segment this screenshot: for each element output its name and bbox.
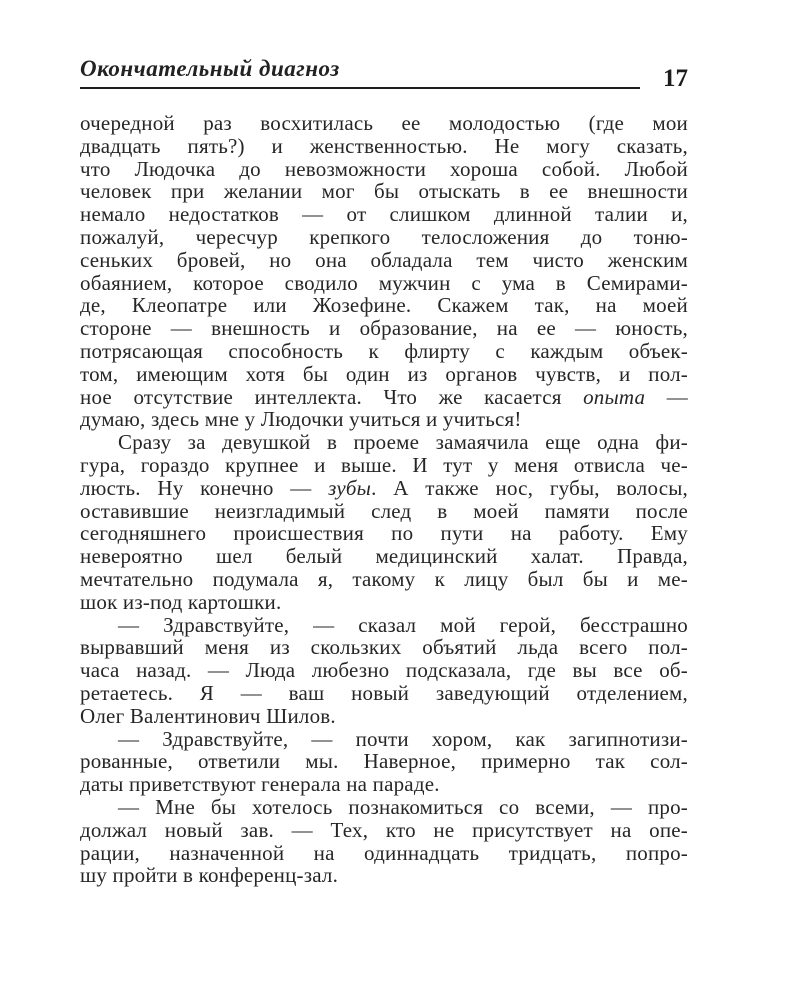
text-line: даты приветствуют генерала на параде. xyxy=(80,772,440,797)
text-line: ное отсутствие интеллекта. Что же касается опыта — xyxy=(80,384,688,409)
running-title-underline xyxy=(80,56,640,89)
text-line: должал новый зав. — Тех, кто не присутствует на опе- xyxy=(80,817,688,842)
text-line: том, имеющим хотя бы один из органов чувств, и пол- xyxy=(80,361,688,386)
text-line: Олег Валентинович Шилов. xyxy=(80,703,336,728)
text-line: вырвавший меня из скользких объятий льда всего пол- xyxy=(80,635,688,660)
text-line: часа назад. — Люда любезно подсказала, где вы все об- xyxy=(80,658,688,683)
text-line: немало недостатков — от слишком длинной талии и, xyxy=(80,202,688,227)
text-line: стороне — внешность и образование, на ее — юность, xyxy=(80,316,688,341)
text-line: ретаетесь. Я — ваш новый заведующий отделением, xyxy=(80,680,688,705)
paragraph xyxy=(80,796,688,887)
text-line: очередной раз восхитилась ее молодостью (где мои xyxy=(80,111,688,135)
text-line: рованные, ответили мы. Наверное, примерно так сол- xyxy=(80,749,688,774)
text-line: — Здравствуйте, — сказал мой герой, бесстрашно xyxy=(118,612,688,637)
text-line: потрясающая способность к флирту с каждым объек- xyxy=(80,338,688,363)
text-line: двадцать пять?) и женственностью. Не могу сказать, xyxy=(80,133,688,158)
text-line: сеньких бровей, но она обладала тем чисто женским xyxy=(80,247,688,272)
text-line: обаянием, которое сводило мужчин с ума в Семирами- xyxy=(80,270,688,295)
text-line: — Мне бы хотелось познакомиться со всеми, — про- xyxy=(118,794,688,819)
text-line: де, Клеопатре или Жозефине. Скажем так, на моей xyxy=(80,293,688,318)
paragraph xyxy=(80,614,688,728)
running-title: Окончательный диагноз xyxy=(80,56,340,81)
text-line: шок из-под картошки. xyxy=(80,589,282,614)
paragraph xyxy=(80,431,688,613)
text-line: гура, гораздо крупнее и выше. И тут у меня отвисла че- xyxy=(80,452,688,477)
text-line: шу пройти в конференц-зал. xyxy=(80,863,339,888)
text-line: — Здравствуйте, — почти хором, как загипнотизи- xyxy=(118,726,688,751)
text-line: человек при желании мог бы отыскать в ее внешности xyxy=(80,179,688,204)
text-line: люсть. Ну конечно — зубы. А также нос, губы, волосы, xyxy=(80,475,688,500)
text-line: оставившие неизгладимый след в моей памяти после xyxy=(80,498,688,523)
text-line: думаю, здесь мне у Людочки учиться и учиться! xyxy=(80,407,522,432)
page-number: 17 xyxy=(663,65,688,92)
text-line: что Людочка до невозможности хороша собой. Любой xyxy=(80,156,688,181)
text-line: сегодняшнего происшествия по пути на работу. Ему xyxy=(80,521,688,546)
text-line: Сразу за девушкой в проеме замаячила еще одна фи- xyxy=(118,430,688,455)
text-line: пожалуй, чересчур крепкого телосложения до тоню- xyxy=(80,224,688,249)
paragraph xyxy=(80,112,688,431)
page-body xyxy=(80,112,688,887)
text-line: невероятно шел белый медицинский халат. Правда, xyxy=(80,544,688,569)
page-header xyxy=(80,56,688,92)
text-line: рации, назначенной на одиннадцать тридцать, попро- xyxy=(80,840,688,865)
text-line: мечтательно подумала я, такому к лицу был бы и ме- xyxy=(80,566,688,591)
paragraph xyxy=(80,728,688,796)
